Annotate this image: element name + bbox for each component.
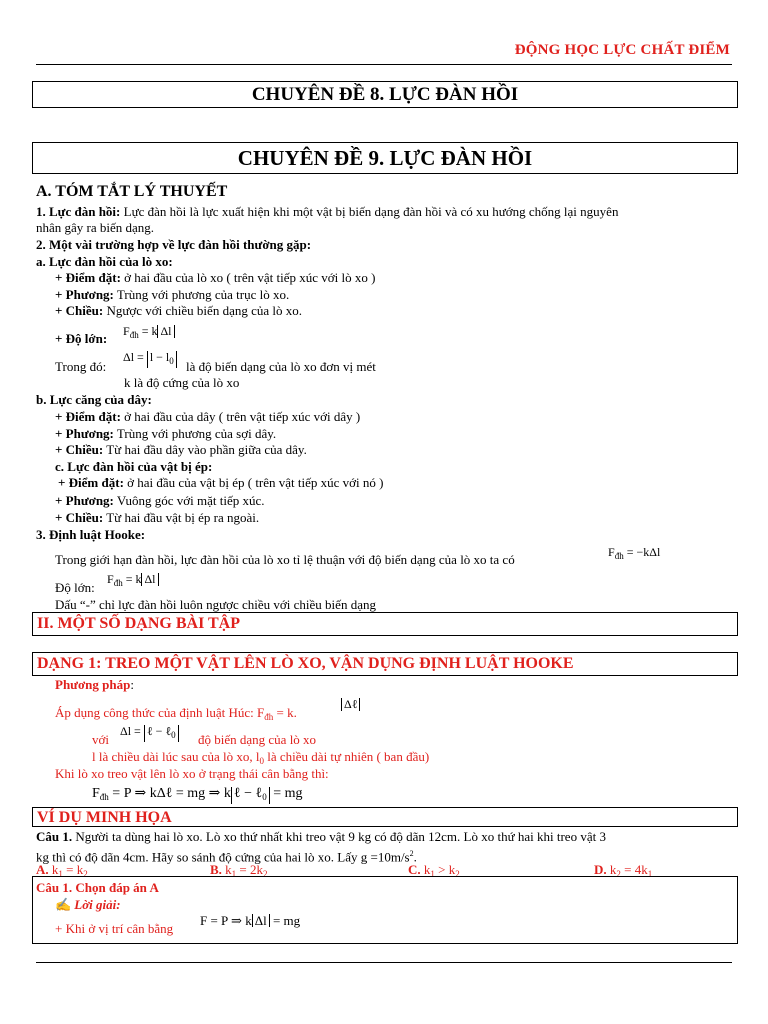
a-sense-text: Ngược với chiều biến dạng của lò xo. [103,303,302,318]
option-d[interactable]: D. $k_2 = 4k_1$ [594,862,653,879]
chapter9-title-box [32,142,738,174]
a-heading: a. Lực đàn hồi của lò xo: [36,254,173,269]
l-def-line: l là chiều dài lúc sau của lò xo, $l_0$ là chiều dài tự nhiên ( ban đầu) [92,749,430,766]
a-k-text: k là độ cứng của lò xo [124,375,240,390]
q1-line [36,829,606,845]
p2-heading: 2. Một vài trường hợp về lực đàn hồi thường gặp: [36,237,312,252]
a-sense-label: + Chiều: [55,303,104,318]
a-mag-label: + Độ lớn: [55,331,108,346]
formula-dl-prime: Δl = ℓ − ℓ$_0$ [120,724,179,742]
method-line [55,677,134,693]
section2-title: II. MỘT SỐ DẠNG BÀI TẬP [37,615,240,632]
with-tail: độ biến dạng của lò xo [198,732,317,747]
footer-divider [36,962,732,963]
q1-label: Câu 1. [36,829,73,844]
q1-sup: 2 [409,849,414,858]
p1-label: 1. Lực đàn hồi: [36,204,121,219]
apply-line: Áp dụng công thức của định luật Húc: $F_{đh} = k$. [55,705,297,722]
formula-equilibrium: $F_{đh} = P$ ⇒ kΔℓ = mg ⇒ k ℓ − ℓ$_0$ = mg [92,786,303,802]
formula-dl: $\Delta l = l - l_0$ [123,350,177,368]
chapter9-title: CHUYÊN ĐỀ 9. LỰC ĐÀN HỒI [237,145,533,170]
method-colon: : [130,677,134,692]
a-dir-text: Trùng với phương của trục lò xo. [113,287,290,302]
a-sense-line [55,303,302,319]
b-sense-text: Từ hai đầu dây vào phần giữa của dây. [103,442,307,457]
c-dir-text: Vuông góc với mặt tiếp xúc. [113,493,265,508]
header-topic: ĐỘNG HỌC LỰC CHẤT ĐIỂM [514,42,730,58]
chapter8-title-box [32,81,738,108]
q1-text2-end: . [413,849,417,865]
option-a[interactable]: A. $k_1 = k_2$ [36,862,88,879]
a-where-text: là độ biến dạng của lò xo đơn vị mét [186,359,376,374]
formula-hooke-magnitude: $F_{đh} = k$ Δl [107,572,159,588]
option-b[interactable]: B. $k_1 = 2k_2$ [210,862,268,879]
theory-heading: A. TÓM TẮT LÝ THUYẾT [36,183,228,200]
a-point-line [55,270,375,286]
section2-box [32,612,738,636]
formula-solution: F = P ⇒ k Δl = mg [200,913,301,928]
option-d-letter: D. [594,862,607,877]
option-a-letter: A. [36,862,49,877]
formula-hooke-vector: $F_{đh} = -k\Delta l$ [608,545,661,561]
b-sense-label: + Chiều: [55,442,104,457]
pencil-icon: ✍ [55,897,72,912]
option-c[interactable]: C. $k_1 > k_2$ [408,862,460,879]
equilibrium-text: Khi lò xo treo vật lên lò xo ở trạng thái cân bằng thì: [55,766,329,781]
a-dir-line [55,287,289,303]
b-sense-line [55,442,307,458]
apply-text: Áp dụng công thức của định luật Húc: F [55,705,265,720]
b-point-text: ở hai đầu của dây ( trên vật tiếp xúc với dây ) [120,409,361,424]
dang1-box [32,652,738,676]
p1-line [36,204,618,220]
c-heading: c. Lực đàn hồi của vật bị ép: [55,459,213,474]
formula-abs-dl-prime: Δℓ [341,697,360,712]
example-title: VÍ DỤ MINH HỌA [37,809,172,826]
c-sense-label: + Chiều: [55,510,104,525]
c-point-label: + Điểm đặt: [58,475,124,490]
c-point-text: ở hai đầu của vật bị ép ( trên vật tiếp xúc với nó ) [123,475,384,490]
b-point-label: + Điểm đặt: [55,409,121,424]
c-dir-line [55,493,265,509]
hooke-mag-label: Độ lớn: [55,580,95,595]
method-label: Phương pháp [55,677,131,692]
a-point-label: + Điểm đặt: [55,270,121,285]
chapter8-title: CHUYÊN ĐỀ 8. LỰC ĐÀN HỒI [251,83,519,105]
b-dir-line [55,426,276,442]
header-divider [36,64,732,65]
a-point-text: ở hai đầu của lò xo ( trên vật tiếp xúc với lò xo ) [120,270,376,285]
hooke-text: Trong giới hạn đàn hồi, lực đàn hồi của lò xo tỉ lệ thuận với độ biến dạng của lò xo ta có [55,552,515,567]
p1-text: Lực đàn hồi là lực xuất hiện khi một vật bị biến dạng đàn hồi và có xu hướng chống lại nguyên [120,204,619,219]
a-dir-label: + Phương: [55,287,114,302]
b-heading: b. Lực căng của dây: [36,392,152,407]
p3-heading: 3. Định luật Hooke: [36,527,146,542]
answer-label: Câu 1. Chọn đáp án A [36,880,159,895]
with-label: với [92,732,109,747]
c-dir-label: + Phương: [55,493,114,508]
c-sense-line [55,510,259,526]
a-where-label: Trong đó: [55,359,107,374]
b-dir-text: Trùng với phương của sợi dây. [113,426,277,441]
q1-text2: kg thì có độ dãn 4cm. Hãy so sánh độ cứng của hai lò xo. Lấy g =10m/s [36,849,410,865]
solution-line [55,897,121,913]
solution-label: Lời giải: [74,897,121,912]
example-box [32,807,738,827]
l-def-text: l là chiều dài lúc sau của lò xo, l [92,749,260,764]
formula-fdh-k-dl: $F_{đh} = k$ Δl [123,324,175,340]
dang1-title: DẠNG 1: TREO MỘT VẬT LÊN LÒ XO, VẬN DỤNG ĐỊNH LUẬT HOOKE [37,655,574,672]
c-sense-text: Từ hai đầu vật bị ép ra ngoài. [103,510,260,525]
solution-text: + Khi ở vị trí cân bằng [55,921,174,936]
b-dir-label: + Phương: [55,426,114,441]
l-def-tail: là chiều dài tự nhiên ( ban đầu) [264,749,430,764]
c-point-line [58,475,384,491]
q1-text: Người ta dùng hai lò xo. Lò xo thứ nhất khi treo vật 9 kg có độ dãn 12cm. Lò xo thứ hai khi treo vật 3 [72,829,606,844]
b-point-line [55,409,360,425]
option-b-letter: B. [210,862,222,877]
apply-tail: = k. [273,705,297,720]
option-c-letter: C. [408,862,421,877]
hooke-sign-note: Dấu “-” chỉ lực đàn hồi luôn ngược chiều với chiều biến dạng [55,597,376,612]
p1-text2: nhân gây ra biến dạng. [36,220,155,235]
